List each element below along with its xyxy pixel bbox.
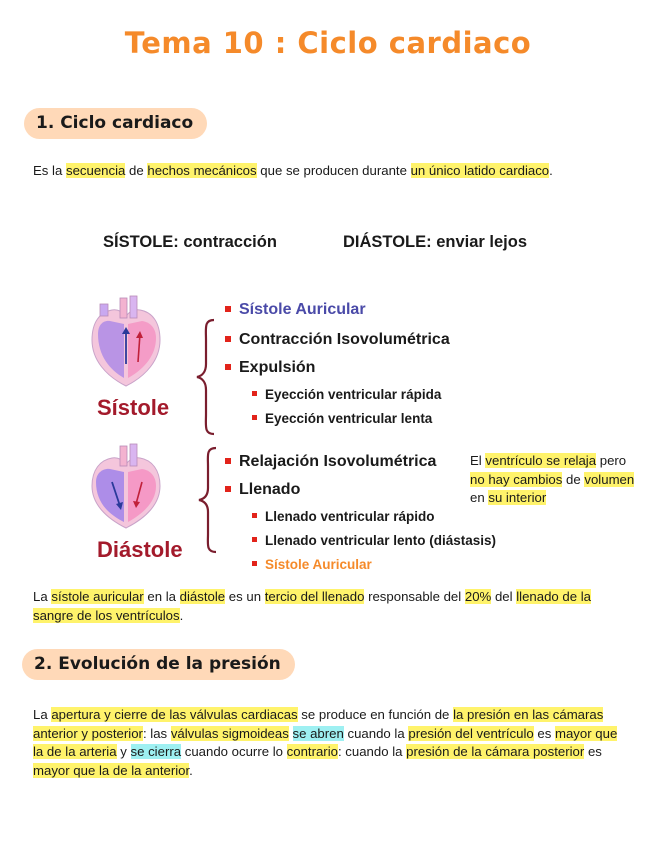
sistole-label: Sístole xyxy=(97,395,170,420)
section-heading-evolucion-presion: 2. Evolución de la presión xyxy=(22,649,295,680)
sistole-definition: SÍSTOLE: contracción xyxy=(103,233,277,251)
phase-contraccion-isovolumetrica: Contracción Isovolumétrica xyxy=(225,330,545,358)
section-heading-ciclo-cardiaco: 1. Ciclo cardiaco xyxy=(24,108,207,139)
presion-paragraph: La apertura y cierre de las válvulas cardiacas se produce en función de la presión en las cámaras anterior y posterior: las válvulas sigmoideas se abren cuando la presión del ventrículo es mayor que la de la arteria y se cierra cuando ocurre lo contrario: cuando la presión de la cámara posterior es mayor que la de la anterior. xyxy=(33,707,618,778)
phase-eyeccion-lenta: Eyección ventricular lenta xyxy=(251,410,545,434)
phase-llenado-lento: Llenado ventricular lento (diástasis) xyxy=(251,532,545,556)
page-title: Tema 10 : Ciclo cardiaco xyxy=(124,26,532,60)
phase-relajacion-isovolumetrica: Relajación Isovolumétrica xyxy=(225,452,545,480)
diastole-brace xyxy=(196,446,220,554)
relajacion-note: El ventrículo se relaja pero no hay cambios de volumen en su interior xyxy=(470,453,635,505)
phase-expulsion: Expulsión xyxy=(225,358,545,386)
sistole-brace xyxy=(194,318,218,436)
heart-diastole-diagram xyxy=(86,442,166,532)
phase-sistole-auricular-diastole: Sístole Auricular xyxy=(251,556,545,580)
diastole-definition: DIÁSTOLE: enviar lejos xyxy=(343,233,527,251)
sistole-phases-list xyxy=(225,300,545,434)
phase-llenado: Llenado xyxy=(225,480,545,508)
phase-sistole-auricular: Sístole Auricular xyxy=(225,300,545,330)
intro-paragraph: Es la secuencia de hechos mecánicos que se producen durante un único latido cardiaco. xyxy=(33,163,553,178)
diastole-label: Diástole xyxy=(97,537,183,562)
phase-llenado-rapido: Llenado ventricular rápido xyxy=(251,508,545,532)
sistole-auricular-paragraph: La sístole auricular en la diástole es un tercio del llenado responsable del 20% del llenado de la sangre de los ventrículos. xyxy=(33,589,592,623)
heart-systole-diagram xyxy=(86,294,166,390)
phase-eyeccion-rapida: Eyección ventricular rápida xyxy=(251,386,545,410)
